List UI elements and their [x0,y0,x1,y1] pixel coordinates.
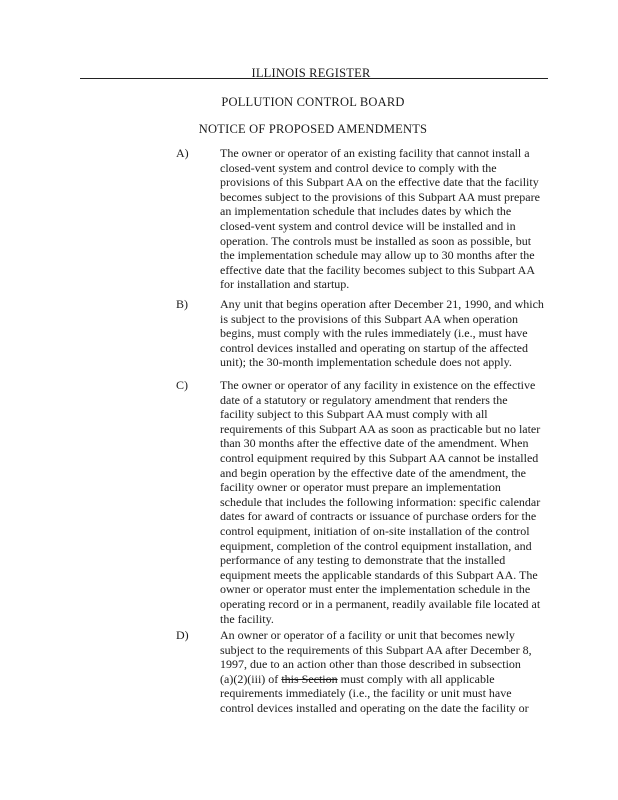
text-line: owner or operator must enter the implementation schedule in the [220,582,531,597]
text-line: control devices installed and operating on the date the facility or [220,700,529,715]
paragraph-text [220,297,550,370]
paragraph-label: A) [176,146,189,160]
text-line: facility subject to this Subpart AA must comply with all [220,407,488,422]
text-line: facility owner or operator must prepare an implementation [220,480,501,495]
register-title: ILLINOIS REGISTER [251,66,371,80]
text-line: equipment, completion of the control equipment installation, and [220,538,532,553]
text-line: schedule that includes the following information: specific calendar [220,494,541,509]
paragraph-text [220,628,550,716]
text-line: An owner or operator of a facility or unit that becomes newly [220,628,515,642]
text-line: control equipment required by this Subpart AA cannot be installed [220,450,539,465]
text-line: operating record or in a permanent, readily available file located at [220,596,541,611]
notice-title: NOTICE OF PROPOSED AMENDMENTS [198,122,428,136]
text-line: effective date that the facility becomes subject to this Subpart AA [220,262,536,277]
struck-text: this Section [281,671,338,686]
text-line: and begin operation by the effective date of the amendment, the [220,465,526,480]
text-line: is subject to the provisions of this Subpart AA when operation [220,311,518,326]
paragraph-text [220,378,550,626]
text-line: becomes subject to the provisions of this Subpart AA must prepare [220,189,540,204]
paragraph-label: B) [176,297,188,311]
text-line: the facility. [220,611,274,626]
text-segment: must comply with all applicable [337,671,495,686]
text-line: control equipment, initiation of on-site installation of the control [220,523,530,538]
text-line [220,672,550,687]
paragraph-label: D) [176,628,189,642]
text-line: 1997, due to an action other than those described in subsection [220,657,521,672]
text-line: The owner or operator of an existing facility that cannot install a [220,146,530,160]
paragraph-text [220,146,550,292]
text-line: Any unit that begins operation after December 21, 1990, and which [220,297,544,311]
text-line: the implementation schedule may allow up to 30 months after the [220,248,535,263]
board-title: POLLUTION CONTROL BOARD [221,95,405,109]
text-line: closed-vent system and control device will be installed and in [220,218,516,233]
text-line: requirements immediately (i.e., the facility or unit must have [220,686,512,701]
text-line: begins, must comply with the rules immediately (i.e., must have [220,326,528,341]
text-line: for installation and startup. [220,277,350,292]
text-line: The owner or operator of any facility in existence on the effective [220,378,536,392]
text-line: closed-vent system and control device to comply with the [220,160,497,175]
text-line: performance of any testing to demonstrate that the installed [220,553,506,568]
text-line: control devices installed and operating on startup of the affected [220,340,529,355]
text-line: operation. The controls must be installed as soon as possible, but [220,233,532,248]
text-line: dates for award of contracts or issuance of purchase orders for the [220,509,537,524]
text-line: an implementation schedule that includes dates by which the [220,204,512,219]
text-line: requirements of this Subpart AA as soon as practicable but no later [220,421,541,436]
text-segment: (a)(2)(iii) of [220,671,282,686]
text-line: unit); the 30-month implementation schedule does not apply. [220,355,512,370]
text-line: provisions of this Subpart AA on the effective date that the facility [220,175,539,190]
text-line: date of a statutory or regulatory amendment that renders the [220,392,508,407]
paragraph-label: C) [176,378,188,392]
text-line: equipment meets the applicable standards of this Subpart AA. The [220,567,538,582]
header-rule [80,78,548,79]
text-line: subject to the requirements of this Subpart AA after December 8, [220,642,532,657]
text-line: than 30 months after the effective date of the amendment. When [220,436,529,451]
